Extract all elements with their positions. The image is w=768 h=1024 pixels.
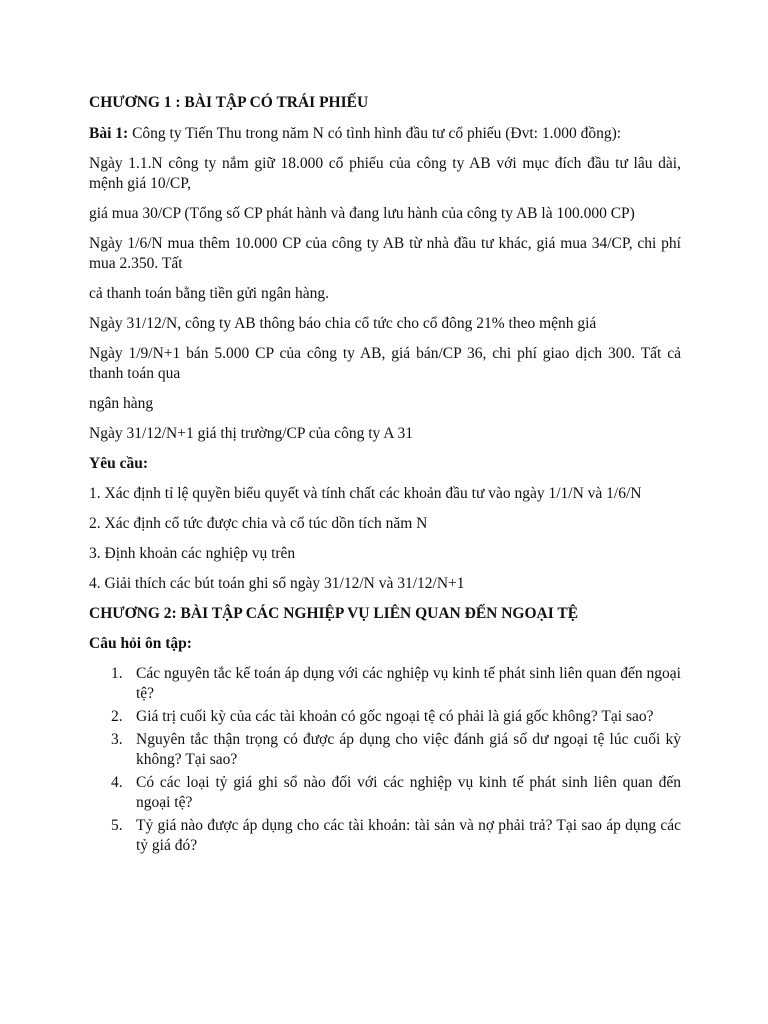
exercise-paragraph: Ngày 1/9/N+1 bán 5.000 CP của công ty AB, giá bán/CP 36, chi phí giao dịch 300. Tất cả thanh toán qua bbox=[89, 345, 681, 382]
document-body bbox=[89, 93, 681, 859]
requirement-item: 2. Xác định cổ tức được chia và cổ túc dồn tích năm N bbox=[89, 515, 428, 532]
requirement-item: 3. Định khoản các nghiệp vụ trên bbox=[89, 545, 296, 562]
exercise-1-intro-text: Công ty Tiến Thu trong năm N có tình hình đầu tư cổ phiếu (Đvt: 1.000 đồng): bbox=[128, 125, 622, 142]
exercise-paragraph: cả thanh toán bằng tiền gửi ngân hàng. bbox=[89, 285, 329, 302]
review-questions-label: Câu hỏi ôn tập: bbox=[89, 635, 192, 652]
question-number: 5. bbox=[111, 817, 123, 834]
question-text: Các nguyên tắc kế toán áp dụng với các nghiệp vụ kinh tế phát sinh liên quan đến ngoại tệ? bbox=[136, 665, 681, 702]
review-questions-list bbox=[89, 664, 681, 856]
requirement-item: 1. Xác định tỉ lệ quyền biểu quyết và tính chất các khoản đầu tư vào ngày 1/1/N và 1/6/N bbox=[89, 485, 642, 502]
review-question bbox=[89, 730, 681, 770]
review-question bbox=[89, 707, 681, 727]
review-question bbox=[89, 816, 681, 856]
exercise-paragraph: ngân hàng bbox=[89, 395, 154, 412]
question-text: Có các loại tỷ giá ghi sổ nào đối với các nghiệp vụ kinh tế phát sinh liên quan đến ngoại tệ? bbox=[136, 774, 681, 811]
question-number: 2. bbox=[111, 708, 123, 725]
exercise-1-intro bbox=[89, 124, 681, 144]
question-text: Nguyên tắc thận trọng có được áp dụng cho việc đánh giá số dư ngoại tệ lúc cuối kỳ không? Tại sao? bbox=[136, 731, 681, 768]
question-text: Tỷ giá nào được áp dụng cho các tài khoản: tài sản và nợ phải trả? Tại sao áp dụng các tỷ giá đó? bbox=[136, 817, 681, 854]
exercise-paragraph: Ngày 1/6/N mua thêm 10.000 CP của công ty AB từ nhà đầu tư khác, giá mua 34/CP, chi phí mua 2.350. Tất bbox=[89, 235, 681, 272]
question-number: 3. bbox=[111, 731, 123, 748]
exercise-paragraph: Ngày 31/12/N, công ty AB thông báo chia cổ tức cho cổ đông 21% theo mệnh giá bbox=[89, 315, 597, 332]
question-number: 4. bbox=[111, 774, 123, 791]
requirements-label: Yêu cầu: bbox=[89, 455, 148, 472]
question-text: Giá trị cuối kỳ của các tài khoản có gốc ngoại tệ có phải là giá gốc không? Tại sao? bbox=[136, 708, 654, 725]
chapter-2-title: CHƯƠNG 2: BÀI TẬP CÁC NGHIỆP VỤ LIÊN QUAN ĐẾN NGOẠI TỆ bbox=[89, 605, 579, 622]
review-question bbox=[89, 664, 681, 704]
exercise-paragraph: Ngày 31/12/N+1 giá thị trường/CP của công ty A 31 bbox=[89, 425, 413, 442]
exercise-1-label: Bài 1: bbox=[89, 125, 129, 142]
review-question bbox=[89, 773, 681, 813]
exercise-paragraph: giá mua 30/CP (Tổng số CP phát hành và đang lưu hành của công ty AB là 100.000 CP) bbox=[89, 205, 635, 222]
question-number: 1. bbox=[111, 665, 123, 682]
exercise-paragraph: Ngày 1.1.N công ty nắm giữ 18.000 cổ phiếu của công ty AB với mục đích đầu tư lâu dài, mệnh giá 10/CP, bbox=[89, 155, 681, 192]
requirement-item: 4. Giải thích các bút toán ghi sổ ngày 31/12/N và 31/12/N+1 bbox=[89, 575, 465, 592]
chapter-1-title: CHƯƠNG 1 : BÀI TẬP CÓ TRÁI PHIẾU bbox=[89, 94, 369, 111]
